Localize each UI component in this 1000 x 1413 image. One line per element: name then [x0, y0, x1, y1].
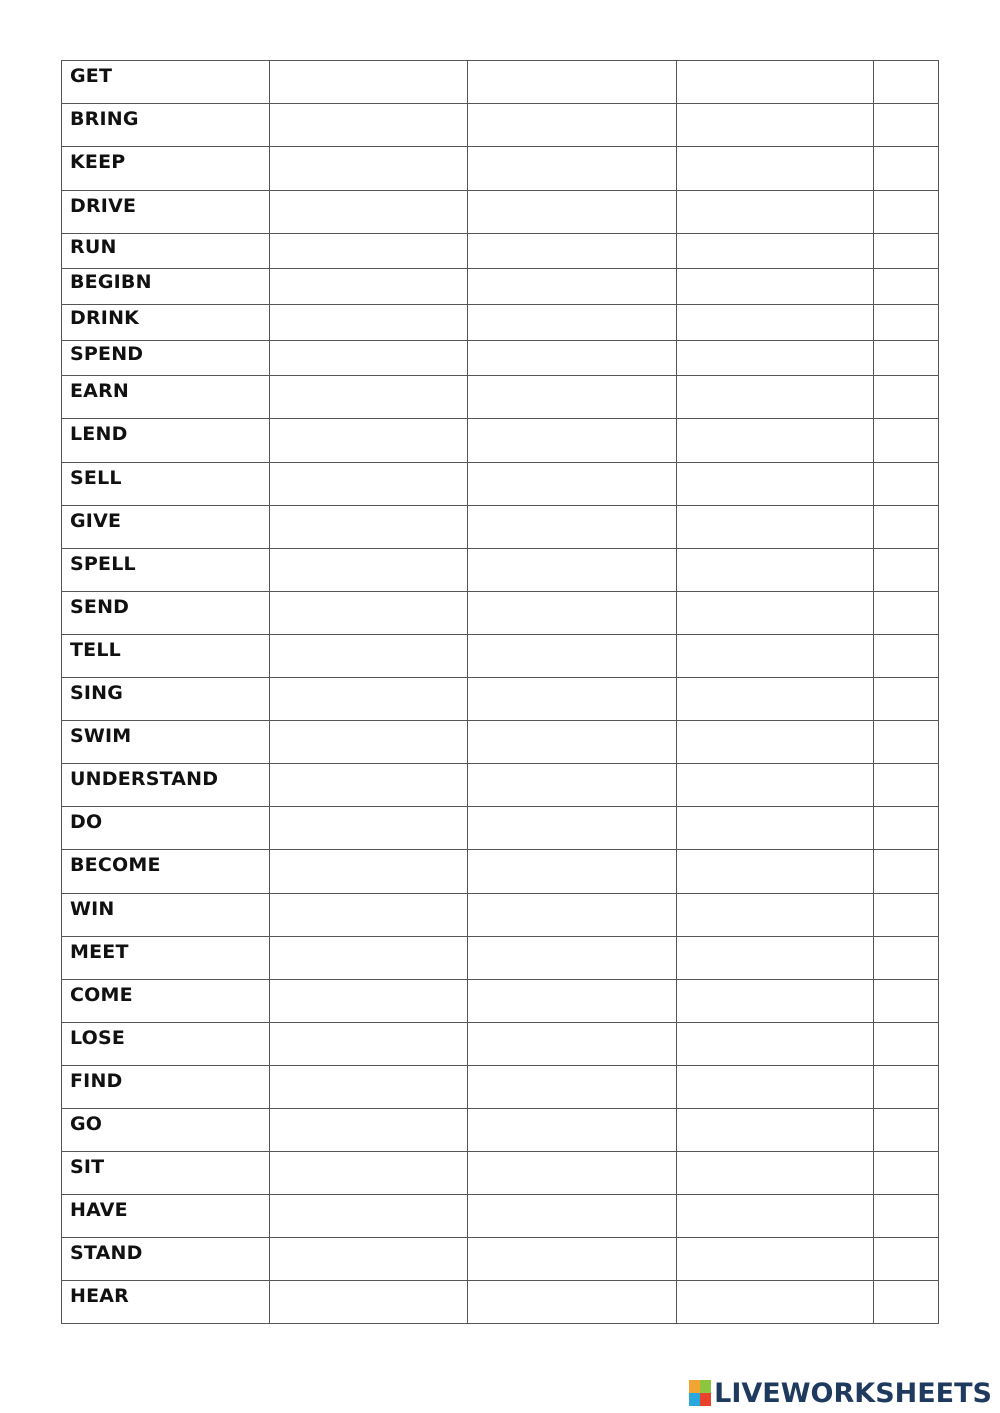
answer-cell[interactable] — [677, 635, 874, 678]
verb-cell: LOSE — [62, 1023, 270, 1066]
table-row — [62, 764, 939, 807]
logo-text: LIVEWORKSHEETS — [714, 1377, 992, 1409]
table-row — [62, 269, 939, 305]
answer-cell[interactable] — [270, 1238, 468, 1281]
verb-cell: SPELL — [62, 549, 270, 592]
answer-cell[interactable] — [874, 850, 939, 894]
answer-cell[interactable] — [468, 61, 677, 104]
answer-cell[interactable] — [270, 850, 468, 894]
answer-cell[interactable] — [468, 850, 677, 894]
table-row — [62, 1109, 939, 1152]
answer-cell[interactable] — [677, 61, 874, 104]
answer-cell[interactable] — [677, 1109, 874, 1152]
answer-cell[interactable] — [874, 61, 939, 104]
answer-cell[interactable] — [270, 341, 468, 376]
table-row — [62, 104, 939, 147]
answer-cell[interactable] — [468, 894, 677, 937]
answer-cell[interactable] — [468, 635, 677, 678]
answer-cell[interactable] — [270, 592, 468, 635]
verb-cell: DO — [62, 807, 270, 850]
verb-cell: KEEP — [62, 147, 270, 191]
answer-cell[interactable] — [677, 592, 874, 635]
answer-cell[interactable] — [874, 721, 939, 764]
answer-cell[interactable] — [270, 1066, 468, 1109]
answer-cell[interactable] — [874, 147, 939, 191]
table-row — [62, 1281, 939, 1324]
answer-cell[interactable] — [874, 463, 939, 506]
answer-cell[interactable] — [270, 463, 468, 506]
answer-cell[interactable] — [468, 764, 677, 807]
answer-cell[interactable] — [874, 234, 939, 269]
verb-table — [61, 60, 939, 1324]
table-row — [62, 376, 939, 419]
answer-cell[interactable] — [677, 376, 874, 419]
answer-cell[interactable] — [874, 1195, 939, 1238]
answer-cell[interactable] — [874, 419, 939, 463]
answer-cell[interactable] — [468, 506, 677, 549]
answer-cell[interactable] — [874, 635, 939, 678]
answer-cell[interactable] — [468, 269, 677, 305]
table-row — [62, 61, 939, 104]
table-row — [62, 937, 939, 980]
answer-cell[interactable] — [677, 1152, 874, 1195]
table-row — [62, 419, 939, 463]
answer-cell[interactable] — [468, 721, 677, 764]
verb-cell: BEGIBN — [62, 269, 270, 305]
answer-cell[interactable] — [677, 850, 874, 894]
answer-cell[interactable] — [677, 147, 874, 191]
answer-cell[interactable] — [468, 1109, 677, 1152]
liveworksheets-logo — [689, 1378, 992, 1408]
verb-cell: DRIVE — [62, 191, 270, 234]
answer-cell[interactable] — [874, 104, 939, 147]
table-row — [62, 894, 939, 937]
answer-cell[interactable] — [270, 549, 468, 592]
table-row — [62, 721, 939, 764]
table-row — [62, 807, 939, 850]
answer-cell[interactable] — [677, 721, 874, 764]
answer-cell[interactable] — [874, 807, 939, 850]
answer-cell[interactable] — [874, 305, 939, 341]
answer-cell[interactable] — [468, 147, 677, 191]
answer-cell[interactable] — [270, 1195, 468, 1238]
answer-cell[interactable] — [270, 1152, 468, 1195]
table-row — [62, 506, 939, 549]
verb-cell: SELL — [62, 463, 270, 506]
verb-cell: EARN — [62, 376, 270, 419]
verb-cell: SEND — [62, 592, 270, 635]
answer-cell[interactable] — [270, 807, 468, 850]
answer-cell[interactable] — [270, 764, 468, 807]
table-row — [62, 1023, 939, 1066]
answer-cell[interactable] — [677, 419, 874, 463]
answer-cell[interactable] — [677, 234, 874, 269]
answer-cell[interactable] — [468, 678, 677, 721]
verb-cell: SIT — [62, 1152, 270, 1195]
verb-cell: MEET — [62, 937, 270, 980]
answer-cell[interactable] — [468, 234, 677, 269]
answer-cell[interactable] — [874, 1109, 939, 1152]
answer-cell[interactable] — [874, 1281, 939, 1324]
answer-cell[interactable] — [677, 269, 874, 305]
verb-cell: FIND — [62, 1066, 270, 1109]
verb-cell: RUN — [62, 234, 270, 269]
answer-cell[interactable] — [874, 678, 939, 721]
verb-cell: TELL — [62, 635, 270, 678]
answer-cell[interactable] — [270, 191, 468, 234]
answer-cell[interactable] — [468, 1238, 677, 1281]
answer-cell[interactable] — [677, 980, 874, 1023]
answer-cell[interactable] — [874, 269, 939, 305]
answer-cell[interactable] — [468, 1023, 677, 1066]
answer-cell[interactable] — [468, 419, 677, 463]
answer-cell[interactable] — [270, 147, 468, 191]
answer-cell[interactable] — [874, 506, 939, 549]
answer-cell[interactable] — [270, 419, 468, 463]
answer-cell[interactable] — [468, 807, 677, 850]
answer-cell[interactable] — [677, 1195, 874, 1238]
answer-cell[interactable] — [874, 376, 939, 419]
answer-cell[interactable] — [677, 191, 874, 234]
answer-cell[interactable] — [677, 764, 874, 807]
verb-cell: BRING — [62, 104, 270, 147]
answer-cell[interactable] — [468, 341, 677, 376]
answer-cell[interactable] — [874, 1238, 939, 1281]
verb-cell: SPEND — [62, 341, 270, 376]
answer-cell[interactable] — [677, 305, 874, 341]
answer-cell[interactable] — [874, 549, 939, 592]
answer-cell[interactable] — [468, 1152, 677, 1195]
answer-cell[interactable] — [468, 549, 677, 592]
answer-cell[interactable] — [270, 1023, 468, 1066]
answer-cell[interactable] — [677, 104, 874, 147]
verb-cell: GO — [62, 1109, 270, 1152]
table-row — [62, 592, 939, 635]
answer-cell[interactable] — [677, 1023, 874, 1066]
answer-cell[interactable] — [677, 341, 874, 376]
verb-cell: WIN — [62, 894, 270, 937]
answer-cell[interactable] — [677, 807, 874, 850]
verb-cell: SING — [62, 678, 270, 721]
verb-cell: GET — [62, 61, 270, 104]
answer-cell[interactable] — [677, 1238, 874, 1281]
answer-cell[interactable] — [874, 341, 939, 376]
verb-cell: UNDERSTAND — [62, 764, 270, 807]
answer-cell[interactable] — [270, 635, 468, 678]
answer-cell[interactable] — [468, 376, 677, 419]
verb-cell: HAVE — [62, 1195, 270, 1238]
answer-cell[interactable] — [874, 764, 939, 807]
answer-cell[interactable] — [874, 592, 939, 635]
answer-cell[interactable] — [270, 678, 468, 721]
table-row — [62, 1238, 939, 1281]
verb-cell: GIVE — [62, 506, 270, 549]
liveworksheets-logo-icon — [689, 1380, 711, 1406]
answer-cell[interactable] — [468, 1281, 677, 1324]
answer-cell[interactable] — [874, 980, 939, 1023]
table-row — [62, 305, 939, 341]
answer-cell[interactable] — [677, 1066, 874, 1109]
verb-cell: COME — [62, 980, 270, 1023]
table-row — [62, 1195, 939, 1238]
answer-cell[interactable] — [874, 937, 939, 980]
table-row — [62, 463, 939, 506]
verb-cell: BECOME — [62, 850, 270, 894]
verb-cell: LEND — [62, 419, 270, 463]
answer-cell[interactable] — [270, 894, 468, 937]
answer-cell[interactable] — [468, 980, 677, 1023]
answer-cell[interactable] — [270, 721, 468, 764]
answer-cell[interactable] — [677, 506, 874, 549]
table-row — [62, 341, 939, 376]
answer-cell[interactable] — [677, 894, 874, 937]
table-row — [62, 147, 939, 191]
answer-cell[interactable] — [468, 1195, 677, 1238]
verb-cell: HEAR — [62, 1281, 270, 1324]
answer-cell[interactable] — [677, 463, 874, 506]
answer-cell[interactable] — [677, 678, 874, 721]
table-row — [62, 980, 939, 1023]
table-row — [62, 635, 939, 678]
answer-cell[interactable] — [270, 104, 468, 147]
verb-cell: STAND — [62, 1238, 270, 1281]
table-row — [62, 1152, 939, 1195]
answer-cell[interactable] — [270, 305, 468, 341]
answer-cell[interactable] — [874, 894, 939, 937]
answer-cell[interactable] — [270, 1109, 468, 1152]
verb-rows — [62, 61, 939, 1324]
answer-cell[interactable] — [468, 104, 677, 147]
verb-cell: DRINK — [62, 305, 270, 341]
table-row — [62, 1066, 939, 1109]
answer-cell[interactable] — [270, 376, 468, 419]
table-row — [62, 191, 939, 234]
answer-cell[interactable] — [270, 234, 468, 269]
table-row — [62, 234, 939, 269]
answer-cell[interactable] — [270, 980, 468, 1023]
verb-cell: SWIM — [62, 721, 270, 764]
table-row — [62, 850, 939, 894]
answer-cell[interactable] — [270, 269, 468, 305]
answer-cell[interactable] — [677, 937, 874, 980]
answer-cell[interactable] — [468, 463, 677, 506]
answer-cell[interactable] — [874, 191, 939, 234]
answer-cell[interactable] — [270, 506, 468, 549]
answer-cell[interactable] — [468, 191, 677, 234]
answer-cell[interactable] — [468, 305, 677, 341]
answer-cell[interactable] — [677, 1281, 874, 1324]
answer-cell[interactable] — [270, 61, 468, 104]
answer-cell[interactable] — [270, 937, 468, 980]
answer-cell[interactable] — [677, 549, 874, 592]
table-row — [62, 549, 939, 592]
answer-cell[interactable] — [874, 1152, 939, 1195]
answer-cell[interactable] — [468, 1066, 677, 1109]
answer-cell[interactable] — [468, 937, 677, 980]
table-row — [62, 678, 939, 721]
answer-cell[interactable] — [874, 1023, 939, 1066]
answer-cell[interactable] — [270, 1281, 468, 1324]
answer-cell[interactable] — [874, 1066, 939, 1109]
answer-cell[interactable] — [468, 592, 677, 635]
